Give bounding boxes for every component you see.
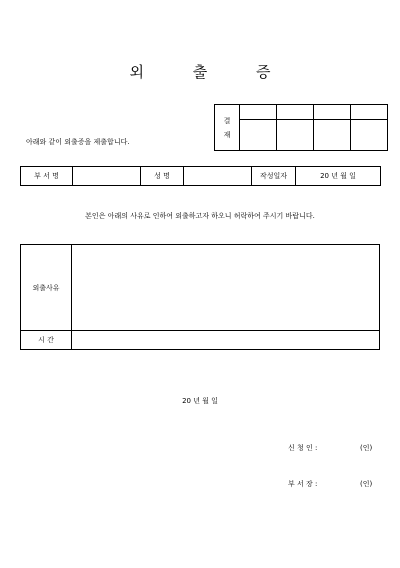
notice-text: 본인은 아래의 사유로 인하여 외출하고자 하오니 허락하여 주시기 바랍니다. xyxy=(85,212,315,220)
approval-label xyxy=(215,105,240,151)
name-label: 성 명 xyxy=(141,167,184,186)
approval-title-cell[interactable] xyxy=(240,105,277,120)
approval-sign-cell[interactable] xyxy=(314,120,351,151)
time-field[interactable] xyxy=(72,331,380,350)
approval-box xyxy=(214,104,388,151)
approval-title-cell[interactable] xyxy=(314,105,351,120)
footer-date: 20 년 월 일 xyxy=(182,397,218,405)
date-label: 작성일자 xyxy=(252,167,296,186)
approval-sign-cell[interactable] xyxy=(351,120,388,151)
applicant-seal: (인) xyxy=(360,444,373,452)
department-field[interactable] xyxy=(73,167,141,186)
approval-sign-cell[interactable] xyxy=(277,120,314,151)
manager-seal: (인) xyxy=(360,480,373,488)
reason-label: 외출사유 xyxy=(21,245,72,331)
info-table xyxy=(20,166,381,186)
applicant-label: 신 청 인 : xyxy=(288,444,318,452)
department-label: 부 서 명 xyxy=(21,167,73,186)
reason-table xyxy=(20,244,380,350)
date-field[interactable]: 20 년 월 일 xyxy=(296,167,381,186)
approval-title-cell[interactable] xyxy=(277,105,314,120)
approval-label-line1: 결 xyxy=(223,116,231,125)
name-field[interactable] xyxy=(184,167,252,186)
reason-field[interactable] xyxy=(72,245,380,331)
time-label: 시 간 xyxy=(21,331,72,350)
manager-label: 부 서 장 : xyxy=(288,480,318,488)
document-title: 외 출 증 xyxy=(129,63,293,81)
approval-label-line2: 재 xyxy=(223,130,231,139)
approval-title-cell[interactable] xyxy=(351,105,388,120)
intro-text: 아래와 같이 외출증을 제출합니다. xyxy=(26,138,130,146)
approval-sign-cell[interactable] xyxy=(240,120,277,151)
